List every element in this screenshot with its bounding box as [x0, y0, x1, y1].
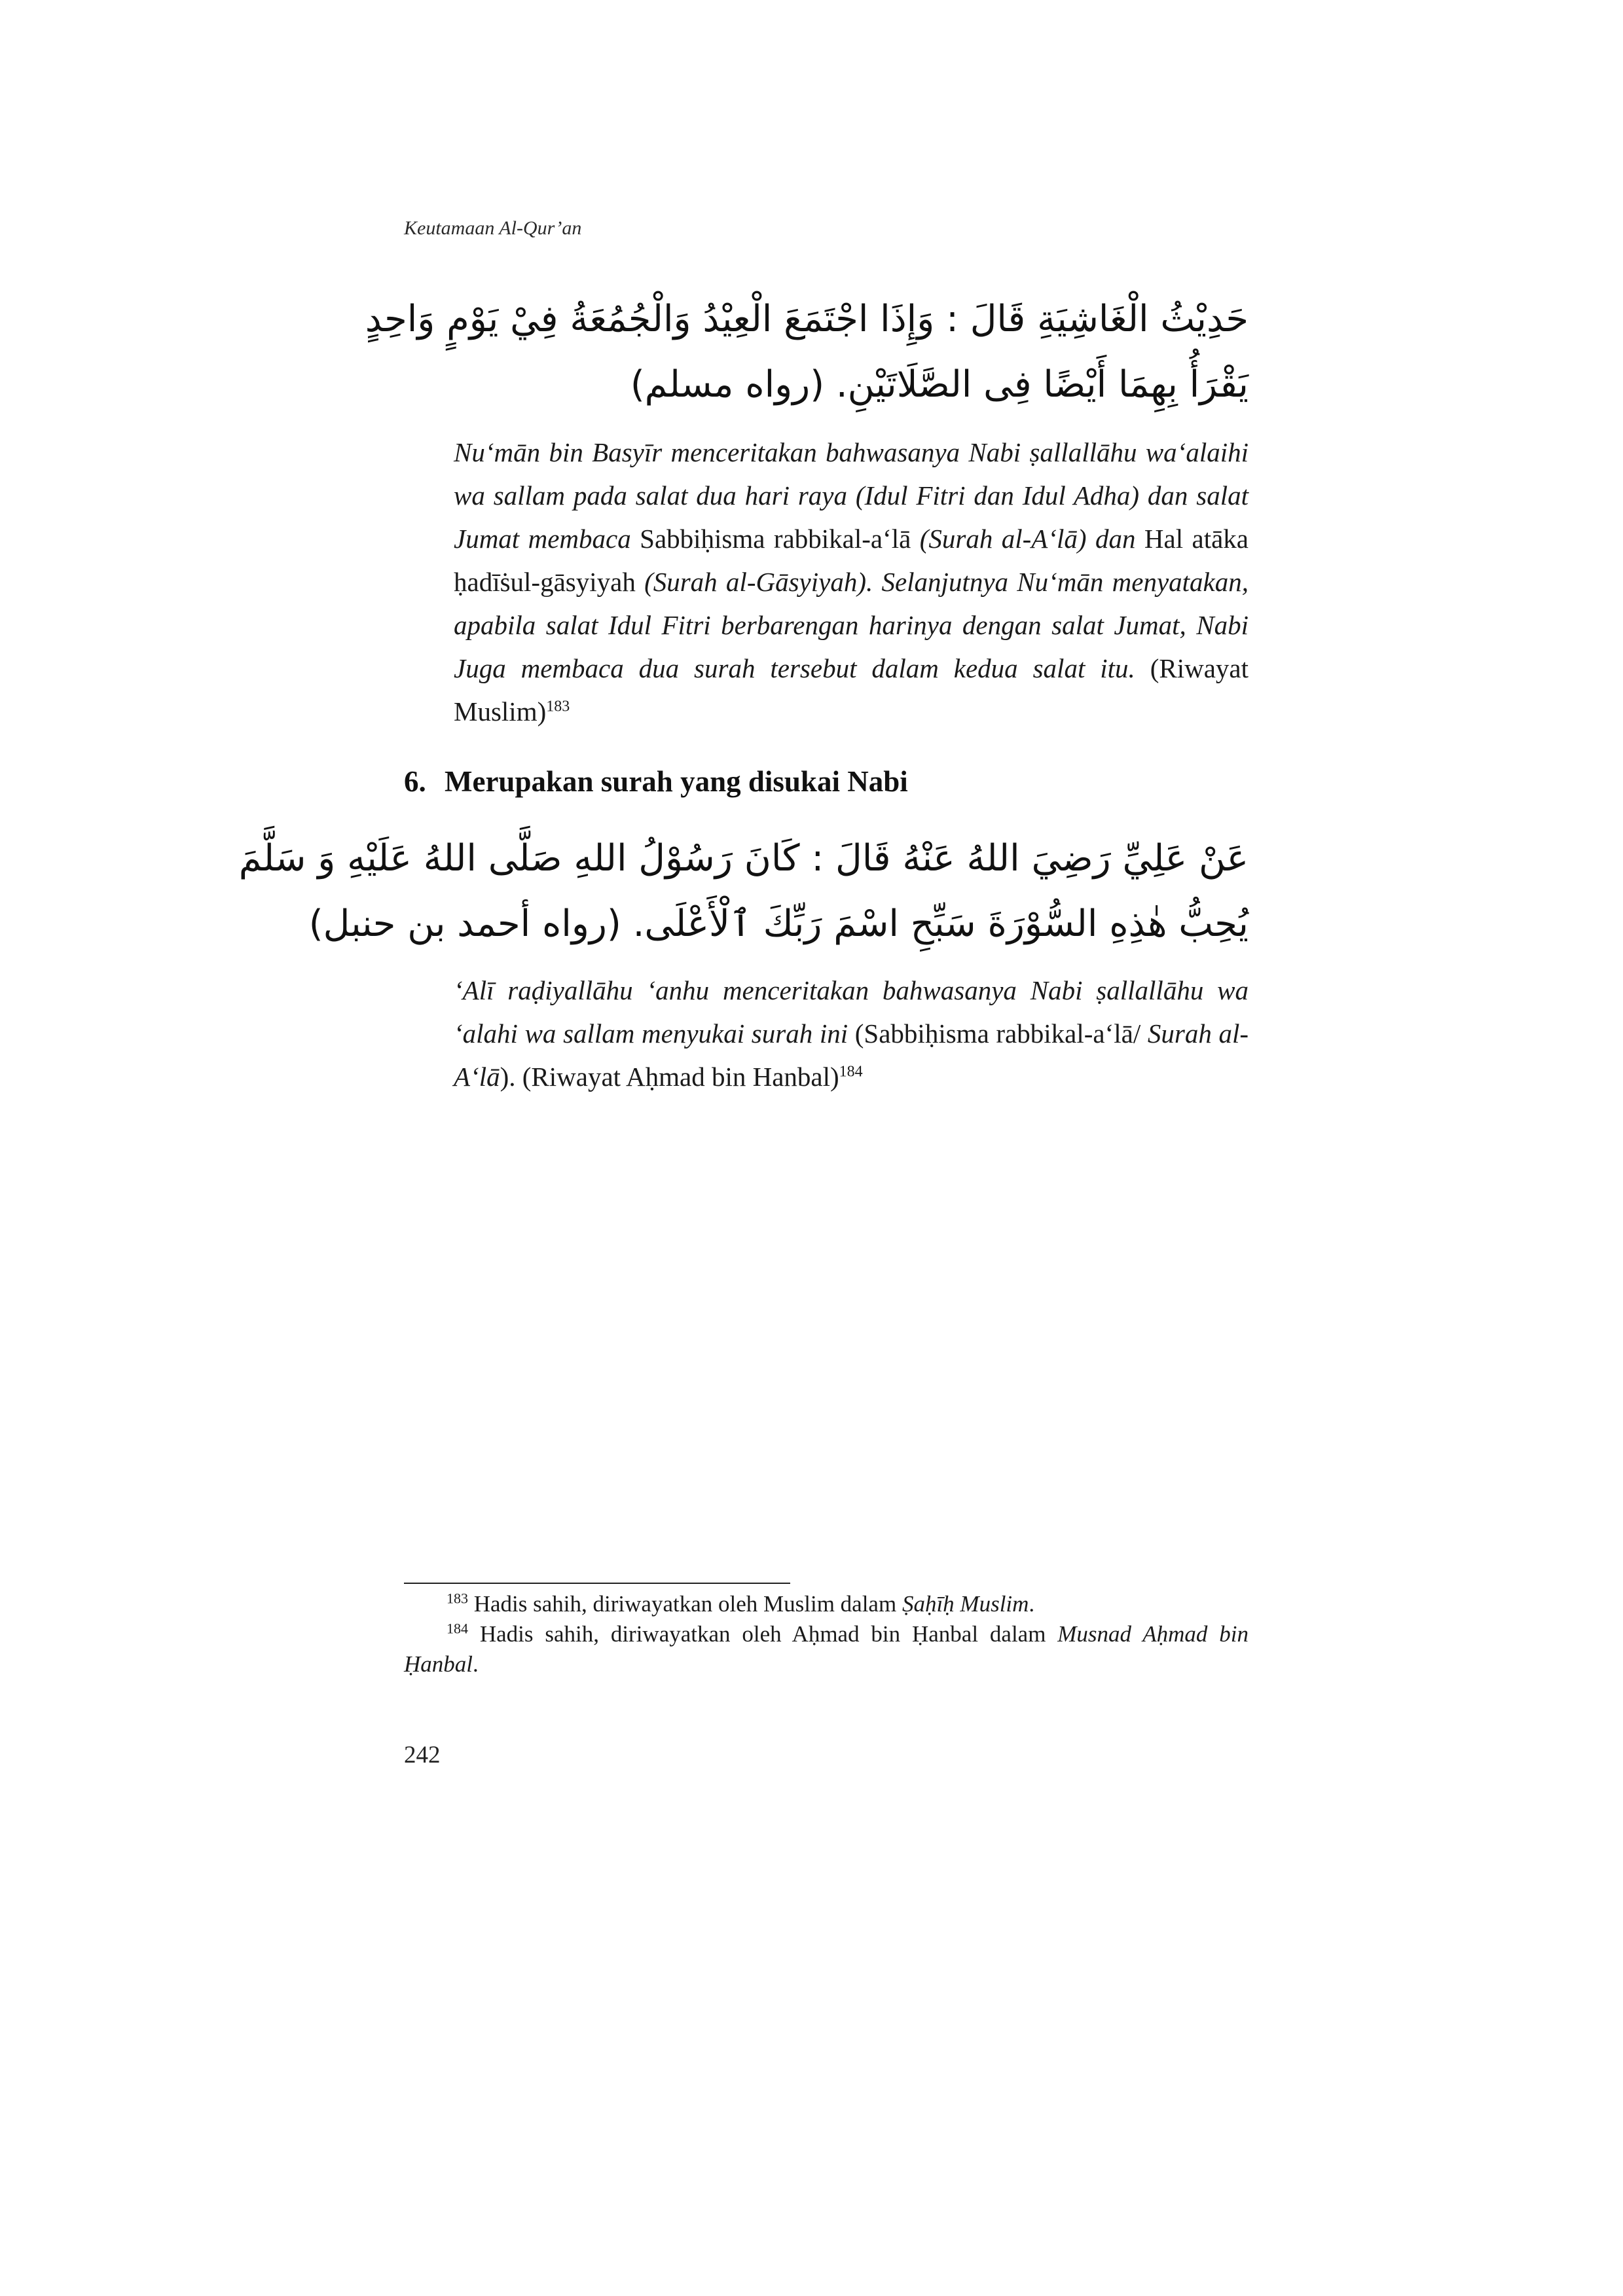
footnote-ref: 183: [546, 698, 570, 715]
surah-name-transliteration: (Sabbiḥisma rabbikal-a‘lā/: [848, 1018, 1148, 1049]
arabic-line: يُحِبُّ هٰذِهِ السُّوْرَةَ سَبِّحِ اسْمَ رَبِّكَ ٱلْأَعْلَى. (رواه أحمد بن حنبل): [308, 903, 1249, 945]
arabic-line: عَنْ عَلِيِّ رَضِيَ اللهُ عَنْهُ قَالَ : كَانَ رَسُوْلُ اللهِ صَلَّى اللهُ عَلَيْهِ وَ سَلَّمَ: [238, 837, 1249, 880]
section-title: Merupakan surah yang disukai Nabi: [445, 765, 908, 798]
translation-text: ‘Alī raḍiyallāhu ‘anhu menceritakan bahwasanya Nabi ṣallallāhu wa ‘alahi wa sallam menyukai surah ini: [454, 975, 1249, 1049]
translation-hadith-2: [454, 969, 1249, 1098]
arabic-line: حَدِيْثُ الْغَاشِيَةِ قَالَ : وَإِذَا اجْتَمَعَ الْعِيْدُ وَالْجُمُعَةُ فِيْ يَوْمٍ وَاحِدٍ: [365, 298, 1249, 340]
footnote-source: Ṣaḥīḥ Muslim: [902, 1591, 1029, 1617]
footnote-text: Hadis sahih, diriwayatkan oleh Muslim dalam: [468, 1591, 902, 1617]
footnotes: [404, 1589, 1249, 1679]
footnote-divider: [404, 1583, 790, 1584]
translation-hadith-1: [454, 431, 1249, 733]
footnote: [404, 1619, 1249, 1679]
surah-name-transliteration: Sabbiḥisma rabbikal-a‘lā: [630, 524, 920, 554]
section-heading: [404, 764, 908, 798]
footnote-text: Hadis sahih, diriwayatkan oleh Aḥmad bin Ḥanbal dalam: [468, 1621, 1058, 1647]
hadith-source: (Riwayat Muslim): [454, 653, 1249, 726]
footnote-end: .: [473, 1651, 479, 1677]
footnote-number: 184: [447, 1620, 468, 1637]
footnote-source: Musnad Aḥmad bin Ḥanbal: [404, 1621, 1249, 1677]
arabic-hadith-1: [365, 287, 1249, 418]
footnote-number: 183: [447, 1590, 468, 1607]
translation-text: (Surah al-A‘lā) dan: [919, 524, 1136, 554]
surah-name-transliteration: Hal atāka ḥadīṡul-gāsyiyah: [454, 524, 1249, 597]
arabic-hadith-2: [238, 826, 1249, 957]
hadith-source: ). (Riwayat Aḥmad bin Hanbal): [500, 1062, 839, 1092]
footnote-ref: 184: [839, 1063, 863, 1081]
running-head: Keutamaan Al-Qur’an: [404, 217, 582, 239]
translation-text: Surah al-A‘lā: [454, 1018, 1249, 1092]
footnote-end: .: [1029, 1591, 1035, 1617]
footnote: [404, 1589, 1249, 1619]
translation-text: (Surah al-Gāsyiyah). Selanjutnya Nu‘mān menyatakan, apabila salat Idul Fitri berbarengan harinya dengan salat Jumat, Nabi Juga membaca dua surah tersebut dalam kedua salat itu.: [454, 567, 1249, 683]
page-number: 242: [404, 1742, 441, 1768]
arabic-line: يَقْرَأُ بِهِمَا أَيْضًا فِى الصَّلَاتَيْنِ. (رواه مسلم): [630, 363, 1249, 406]
translation-text: Nu‘mān bin Basyīr menceritakan bahwasanya Nabi ṣallallāhu wa‘alaihi wa sallam pada salat dua hari raya (Idul Fitri dan Idul Adha) dan salat Jumat membaca: [454, 437, 1249, 554]
section-number: 6.: [404, 765, 426, 798]
